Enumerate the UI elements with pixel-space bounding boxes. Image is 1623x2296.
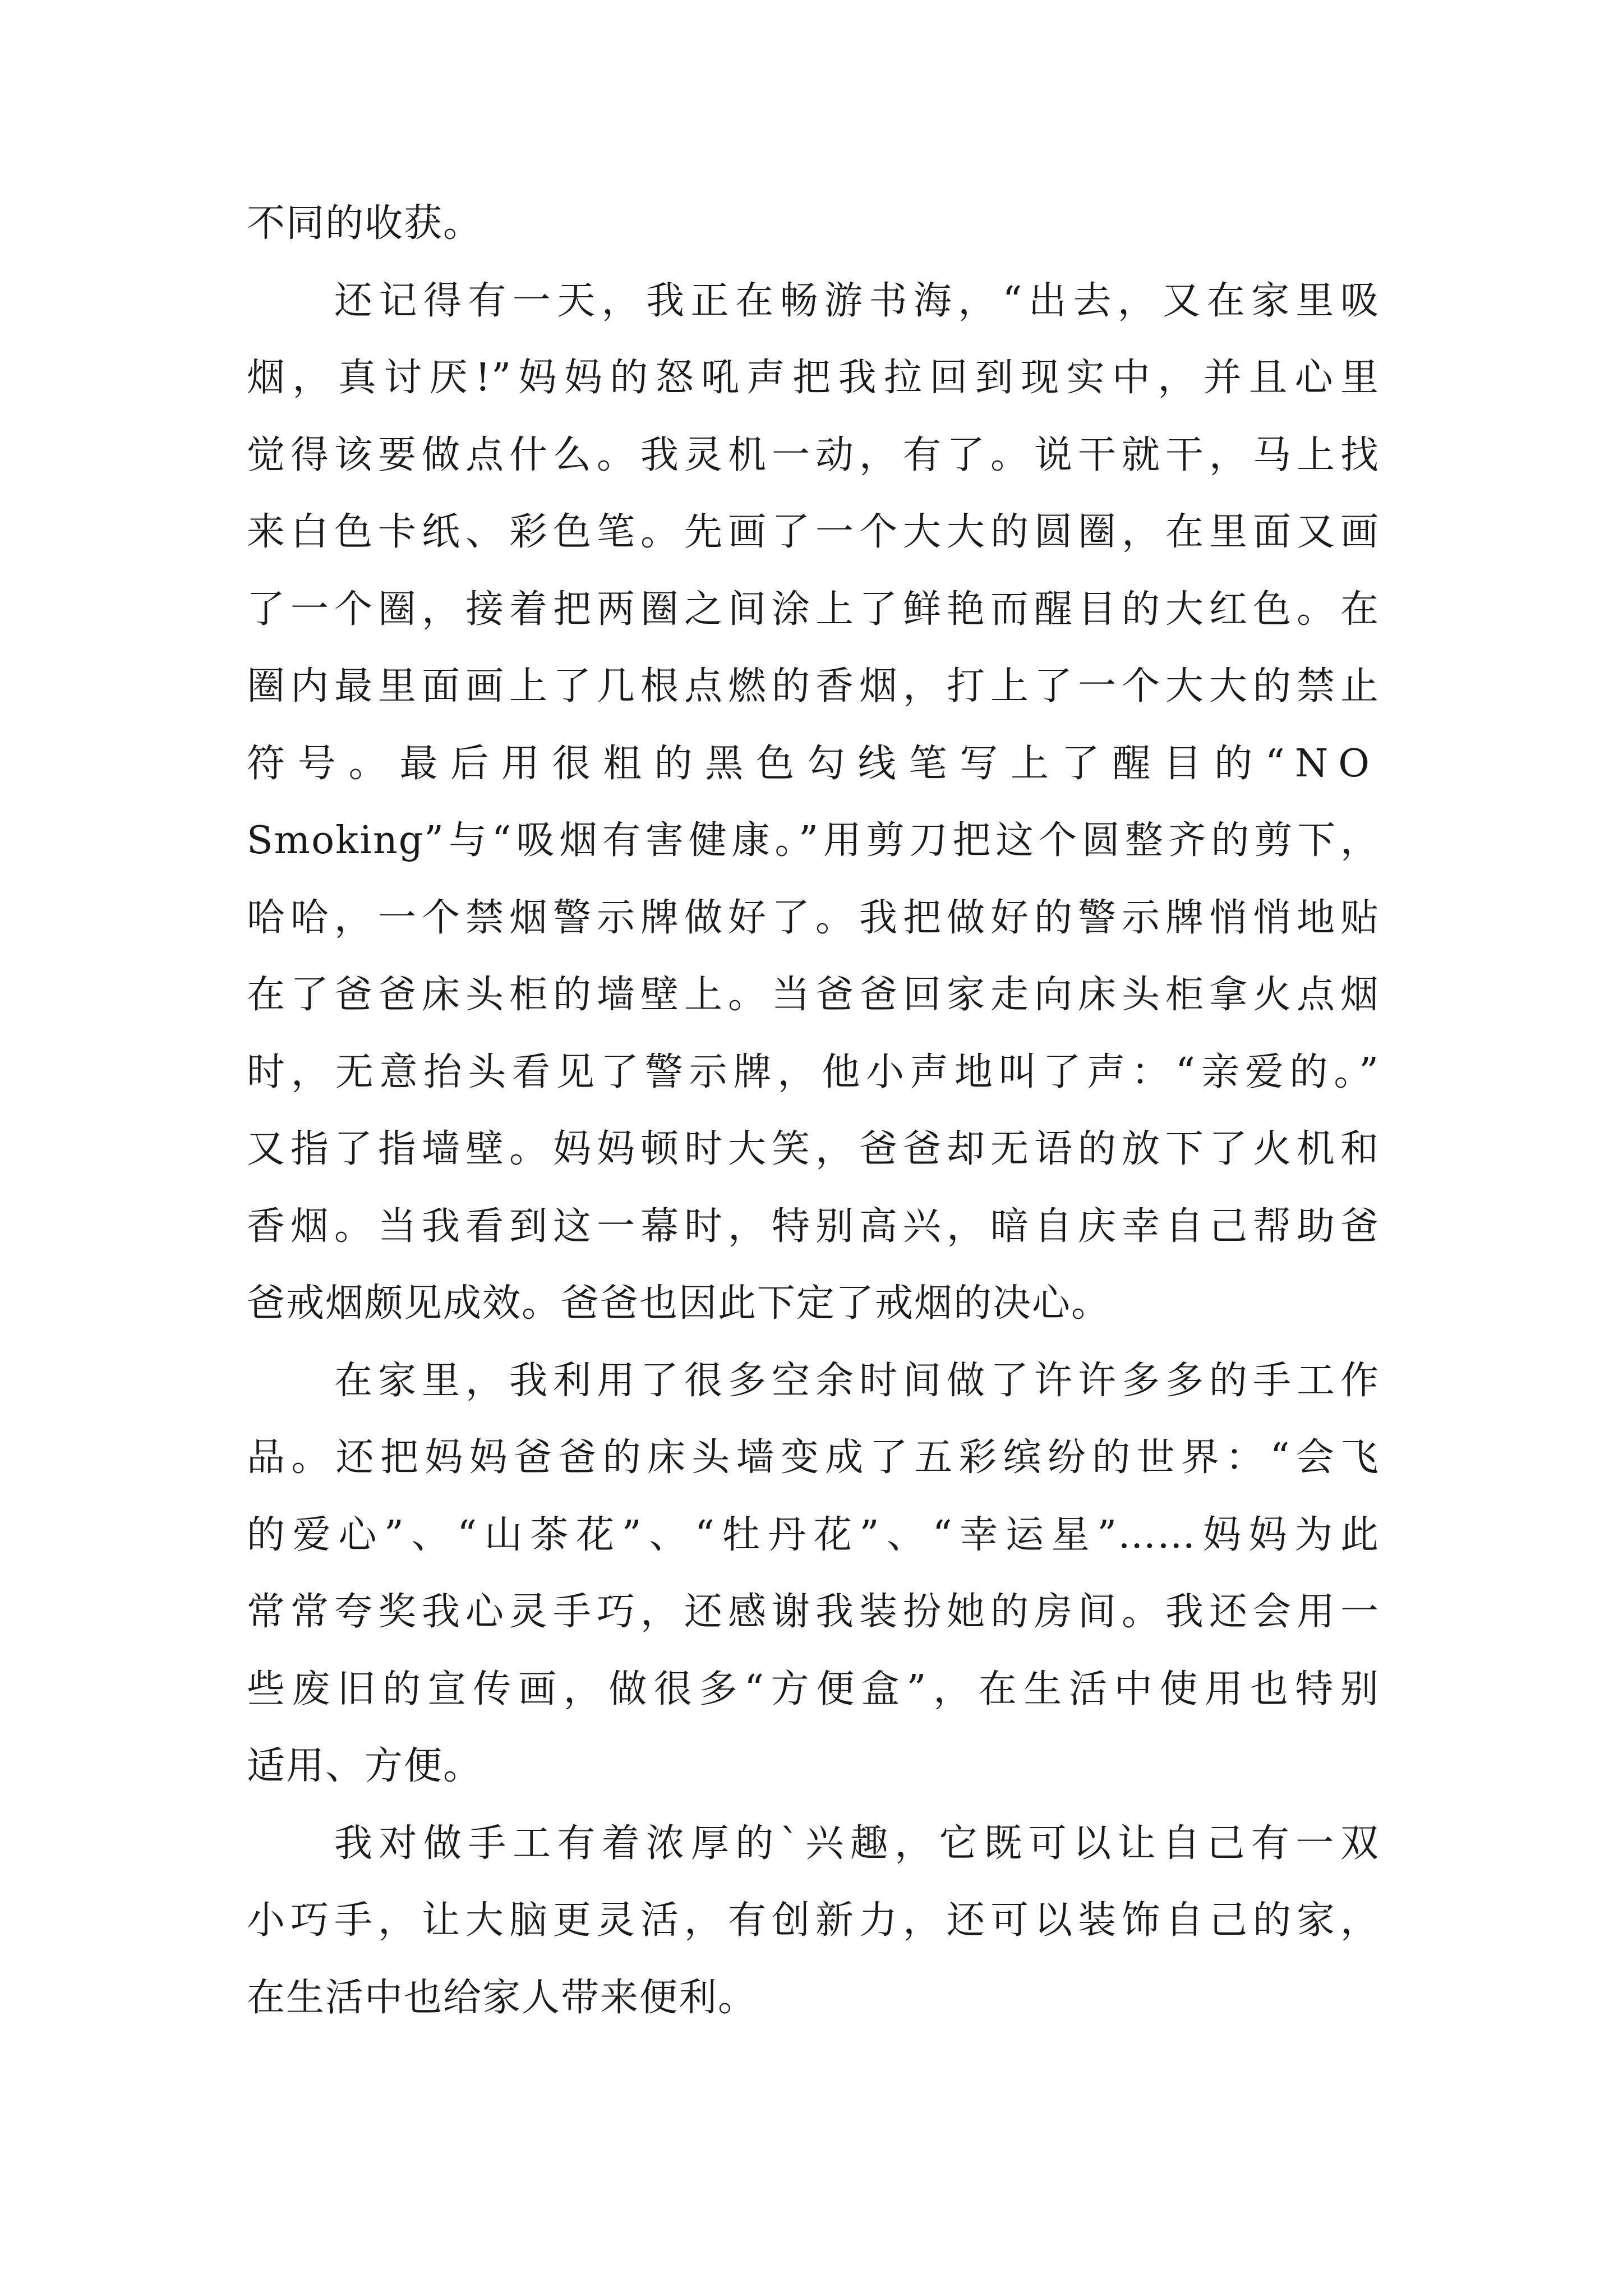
text-line: 我对做手工有着浓厚的`兴趣，它既可以让自己有一双: [334, 1821, 1380, 1866]
text-line: 的爱心”、“山茶花”、“牡丹花”、“幸运星”……妈妈为此: [247, 1512, 1380, 1557]
text-line: 圈内最里面画上了几根点燃的香烟，打上了一个大大的禁止: [247, 664, 1380, 708]
text-line: 在家里，我利用了很多空余时间做了许许多多的手工作: [334, 1358, 1380, 1403]
text-line: 还记得有一天，我正在畅游书海，“出去，又在家里吸: [334, 278, 1380, 323]
text-line: 些废旧的宣传画，做很多“方便盒”，在生活中使用也特别: [247, 1667, 1380, 1711]
text-line: 香烟。当我看到这一幕时，特别高兴，暗自庆幸自己帮助爸: [247, 1204, 1380, 1249]
text-line: 了一个圈，接着把两圈之间涂上了鲜艳而醒目的大红色。在: [247, 587, 1380, 632]
paragraph: [247, 185, 1380, 263]
text-line: 哈哈，一个禁烟警示牌做好了。我把做好的警示牌悄悄地贴: [247, 895, 1380, 940]
text-line: 符号。最后用很粗的黑色勾线笔写上了醒目的“NO: [247, 741, 1380, 786]
text-line: 烟，真讨厌!”妈妈的怒吼声把我拉回到现实中，并且心里: [247, 356, 1380, 400]
text-line: 品。还把妈妈爸爸的床头墙变成了五彩缤纷的世界：“会飞: [247, 1435, 1380, 1480]
text-line: 适用、方便。: [247, 1744, 483, 1788]
text-line: 爸戒烟颇见成效。爸爸也因此下定了戒烟的决心。: [247, 1281, 1111, 1326]
text-line: 来白色卡纸、彩色笔。先画了一个大大的圆圈，在里面又画: [247, 510, 1380, 554]
text-line: 常常夸奖我心灵手巧，还感谢我装扮她的房间。我还会用一: [247, 1590, 1380, 1634]
text-line: 在生活中也给家人带来便利。: [247, 1975, 758, 2020]
text-line: 小巧手，让大脑更灵活，有创新力，还可以装饰自己的家，: [247, 1898, 1380, 1943]
text-line: 不同的收获。: [247, 201, 483, 246]
text-line: 时，无意抬头看见了警示牌，他小声地叫了声：“亲爱的。”: [247, 1050, 1380, 1094]
text-line: 又指了指墙壁。妈妈顿时大笑，爸爸却无语的放下了火机和: [247, 1127, 1380, 1171]
paragraph: [247, 1342, 1380, 1805]
paragraph: [247, 1805, 1380, 2037]
document-body: [247, 185, 1380, 2036]
text-line: Smoking”与“吸烟有害健康。”用剪刀把这个圆整齐的剪下，: [247, 818, 1380, 863]
text-line: 在了爸爸床头柜的墙壁上。当爸爸回家走向床头柜拿火点烟: [247, 973, 1380, 1017]
text-line: 觉得该要做点什么。我灵机一动，有了。说干就干，马上找: [247, 432, 1380, 477]
paragraph: [247, 263, 1380, 1342]
